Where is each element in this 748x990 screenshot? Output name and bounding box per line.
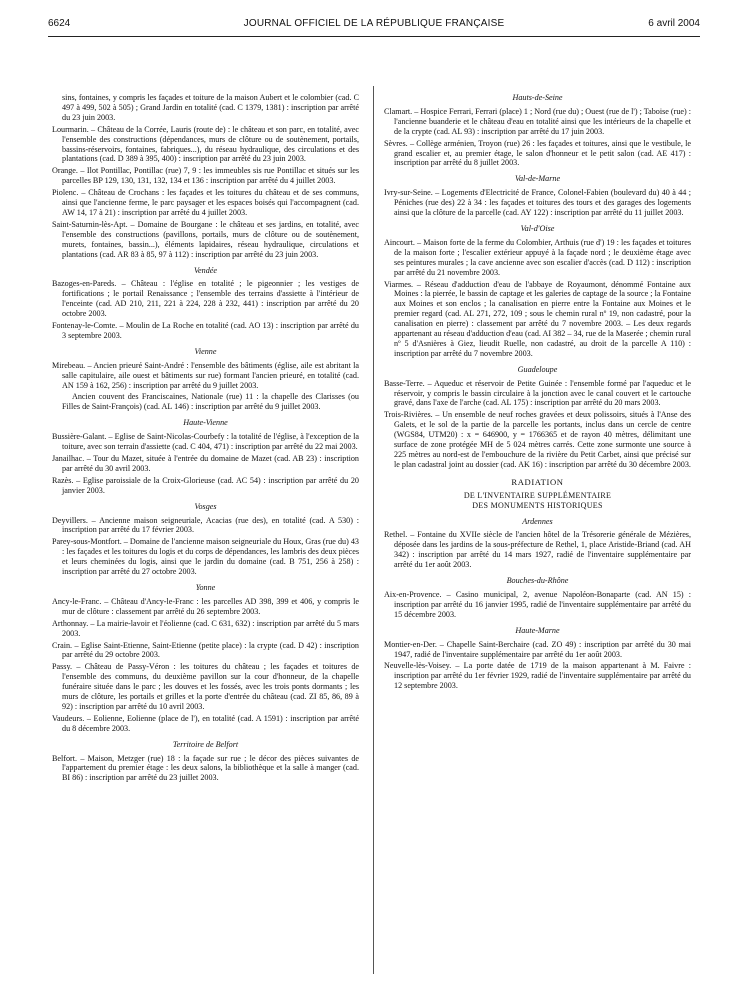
entry-continuation: sins, fontaines, y compris les façades et toiture de la maison Aubert et le colombier (cad. C 497 à 499, 502 à 505) ; Grand Jardin en totalité (cad. C 1379, 1381) : inscription par arrêté du 23 juin 2003. [62, 93, 359, 122]
entry-orange: Orange. – Ilot Pontillac, Pontillac (rue) 7, 9 : les immeubles sis rue Pontillac et situés sur les parcelles BP 129, 130, 131, 132, 134 et 136 : inscription par arrêté du 4 juillet 2003. [52, 166, 359, 186]
entry-razes: Razès. – Eglise paroissiale de la Croix-Glorieuse (cad. AC 54) : inscription par arrêté du 20 janvier 2003. [52, 475, 359, 495]
entry-viarmes: Viarmes. – Réseau d'adduction d'eau de l'abbaye de Royaumont, dénommé Fontaine aux Moines : la pierrée, le bassin de captage et les galeries de captage de la source ; la Fontaine aux Moines et son enclos ; la canalisation en pierre entre la Fontaine aux Moines et le premier regard (cad. AL 271, 272, 109 ; sous le chemin rural nº 19, non cadastré, pour la canalisation en pierre) : classement par arrêté du 7 novembre 2003. – Les deux regards appartenant au réseau d'adduction d'eau (cad. AI 382 – 34, rue de la Maserée ; chemin rural nº 5 d'Asnières à Giez, lieudit Ruelle, non cadastré, au droit de la parcelle A 110) : inscription par arrêté du 7 novembre 2003. [384, 279, 691, 358]
section-heading-guadeloupe: Guadeloupe [517, 364, 558, 374]
entry-mirebeau-couvent: Ancien couvent des Franciscaines, Nationale (rue) 11 : la chapelle des Clarisses (ou Filles de Saint-François) (cad. AL 146) : inscription par arrêté du 9 juillet 2003. [62, 392, 359, 412]
section-heading-yonne: Yonne [195, 582, 216, 592]
section-heading-haute-marne: Haute-Marne [515, 625, 560, 635]
entry-belfort: Belfort. – Maison, Metzger (rue) 18 : la façade sur rue ; le décor des pièces suivantes de l'appartement du premier étage : les deux salons, la bibliothèque et la salle à manger (cad. BI 86) : inscription par arrêté du 23 juillet 2003. [52, 753, 359, 783]
entry-ancy: Ancy-le-Franc. – Château d'Ancy-le-Franc : les parcelles AD 398, 399 et 406, y compris le mur de clôture : classement par arrêté du 26 septembre 2003. [52, 596, 359, 616]
radiation-title: RADIATION [511, 476, 564, 487]
section-heading-ardennes: Ardennes [522, 516, 553, 526]
journal-title: JOURNAL OFFICIEL DE LA RÉPUBLIQUE FRANÇAISE [243, 18, 505, 29]
radiation-subtitle-1: DE L'INVENTAIRE SUPPLÉMENTAIRE [463, 490, 612, 500]
entry-aincourt: Aincourt. – Maison forte de la ferme du Colombier, Arthuis (rue d') 19 : les façades et toitures de la maison forte ; l'escalier extérieur appuyé à la façade nord ; le deuxième étage avec ses peintures murales ; la cave ancienne avec son escalier d'accès (cad. D 112) : inscription par arrêté du 21 novembre 2003. [384, 237, 691, 277]
entry-deyvillers: Deyvillers. – Ancienne maison seigneuriale, Acacias (rue des), en totalité (cad. A 530) : inscription par arrêté du 17 février 2003. [52, 515, 359, 535]
radiation-subtitle-2: DES MONUMENTS HISTORIQUES [472, 500, 603, 510]
entry-bussiere-galant: Bussière-Galant. – Eglise de Saint-Nicolas-Courbefy : la totalité de l'église, à l'exception de la toiture, avec son terrain d'assiette (cad. C 404, 471) : inscription par arrêté du 22 mai 2003. [52, 432, 359, 452]
page-header [48, 18, 700, 34]
section-heading-vosges: Vosges [194, 501, 217, 511]
entry-clamart: Clamart. – Hospice Ferrari, Ferrari (place) 1 ; Nord (rue du) ; Ouest (rue de l') ; Taboise (rue) : l'ancienne buanderie et le château d'eau en totalité ainsi que les intérieurs de la chapelle et de la crypte (cad. AL 93) : inscription par arrêté du 17 juin 2003. [384, 106, 691, 136]
entry-piolenc: Piolenc. – Château de Crochans : les façades et les toitures du château et de ses communs, ainsi que l'ancienne ferme, le parc paysager et les espaces boisés qui l'accompagnent (cad. AW 14, 17 à 21) : inscription par arrêté du 4 juillet 2003. [52, 188, 359, 217]
section-heading-vendee: Vendée [193, 265, 217, 275]
left-column [52, 93, 359, 785]
entry-saint-saturnin: Saint-Saturnin-lès-Apt. – Domaine de Bourgane : le château et ses jardins, en totalité, avec l'ensemble des constructions (pavillons, portails, murs de clôture ou de soutènement, murets, fontaines, bassin...), éléments lapidaires, réseau hydraulique, circulations et plantations (cad. AR 83 à 85, 97 à 112) : inscription par arrêté du 23 juin 2003. [52, 219, 359, 259]
entry-rethel: Rethel. – Fontaine du XVIIe siècle de l'ancien hôtel de la Trésorerie générale de Mézières, déposée dans les jardins de la sous-préfecture de Rethel, 1, place Aristide-Briand (cad. AH 342) : inscription par arrêté du 14 mars 1927, radié de l'inventaire supplémentaire par arrêté du 1er août 2003. [384, 530, 691, 570]
entry-aix: Aix-en-Provence. – Casino municipal, 2, avenue Napoléon-Bonaparte (cad. AN 15) : inscription par arrêté du 16 janvier 1995, radié de l'inventaire supplémentaire par arrêté du 15 décembre 2003. [384, 589, 691, 619]
entry-bazoges: Bazoges-en-Pareds. – Château : l'église en totalité ; le pigeonnier ; les vestiges de fortifications ; le portail Renaissance ; l'ensemble des terrains d'assiette à l'intérieur de l'enceinte (cad. AD 210, 211, 221 à 224, 228 à 232, 441) : inscription par arrêté du 20 octobre 2003. [52, 279, 359, 319]
entry-neuvelle: Neuvelle-lès-Voisey. – La porte datée de 1719 de la maison appartenant à M. Faivre : inscription par arrêté du 1er février 1929, radié de l'inventaire supplémentaire par arrêté du 12 septembre 2003. [384, 661, 691, 691]
page-number: 6624 [48, 18, 71, 29]
section-heading-haute-vienne: Haute-Vienne [183, 418, 228, 428]
issue-date: 6 avril 2004 [648, 18, 700, 29]
entry-basse-terre: Basse-Terre. – Aqueduc et réservoir de Petite Guinée : l'ensemble formé par l'aqueduc et le réservoir, y compris le bassin circulaire à la jonction avec le canal couvert et le cartouche gravé, dans l'axe de l'arche (cad. AL 175) : inscription par arrêté du 20 mars 2003. [384, 378, 691, 408]
entry-trois-rivieres: Trois-Rivières. – Un ensemble de neuf roches gravées et deux polissoirs, situés à l'Anse des Galets, et le sol de la partie de la parcelle les portants, inclus dans un cercle de centre (WGS84, UTM20) : x = 646900, y = 1766365 et de rayon 40 mètres, délimitant une surface de zone protégée MH de 5 024 mètres carrés. Cette zone surmonte une source à 225 mètres au nord-est de l'embouchure de la rivière du Petit Carbet, ainsi que précisé sur le plan cadastral joint au dossier (cad. AK 16) : inscription par arrêté du 30 décembre 2003. [384, 410, 691, 469]
entry-montier: Montier-en-Der. – Chapelle Saint-Berchaire (cad. ZO 49) : inscription par arrêté du 30 mai 1947, radié de l'inventaire supplémentaire par arrêté du 1er août 2003. [384, 639, 691, 659]
right-column [384, 93, 691, 693]
entry-crain: Crain. – Eglise Saint-Etienne, Saint-Etienne (petite place) : la crypte (cad. D 42) : inscription par arrêté du 29 octobre 2003. [52, 640, 359, 660]
section-heading-val-de-marne: Val-de-Marne [514, 174, 561, 184]
section-heading-hauts-de-seine: Hauts-de-Seine [512, 93, 563, 102]
entry-janailhac: Janailhac. – Tour du Mazet, située à l'entrée du domaine de Mazet (cad. AB 23) : inscription par arrêté du 30 avril 2003. [52, 454, 359, 473]
entry-vaudeurs: Vaudeurs. – Eolienne, Eolienne (place de l'), en totalité (cad. A 1591) : inscription par arrêté du 8 décembre 2003. [52, 713, 359, 733]
entry-sevres: Sèvres. – Collège arménien, Troyon (rue) 26 : les façades et toitures, ainsi que le vestibule, le grand escalier et, au premier étage, le salon d'honneur et le petit salon (cad. AE 417) : inscription par arrêté du 8 juillet 2003. [384, 138, 691, 168]
entry-mirebeau: Mirebeau. – Ancien prieuré Saint-André : l'ensemble des bâtiments (église, aile est abritant la salle capitulaire, aile ouest et bâtiments sur rue) formant l'ancien prieuré, en totalité (cad. AN 159 à 162, 256) : inscription par arrêté du 9 juillet 2003. [52, 360, 359, 390]
entry-passy: Passy. – Château de Passy-Véron : les toitures du château ; les façades et toitures de l'ensemble des communs, du deuxième pavillon sur la cour d'honneur, de la chapelle funéraire située dans le parc ; les douves et les fossés, avec les trois ponts dormants ; les murs de clôture, les portails et grilles et la porte d'entrée du château (cad. ZI 85, 86, 89 à 92) : inscription par arrêté du 10 avril 2003. [52, 662, 359, 711]
entry-lourmarin: Lourmarin. – Château de la Corrée, Lauris (route de) : le château et son parc, en totalité, avec l'ensemble des constructions (dépendances, murs de clôture ou de soutènement, portails, bassins-réservoirs, fontaines, fabriques...), du réseau hydraulique, des circulations et des plantations (cad. D 389 à 395, 400) : inscription par arrêté du 23 juin 2003. [52, 124, 359, 164]
section-heading-val-d-oise: Val-d'Oise [520, 223, 555, 233]
entry-parey: Parey-sous-Montfort. – Domaine de l'ancienne maison seigneuriale du Houx, Gras (rue du) 43 : les façades et les toitures du logis et du corps de dépendances, les lambris des deux pièces et leurs cheminées du logis, ainsi que le jardin du domaine (cad. B 751, 256 à 258) : inscription par arrêté du 27 octobre 2003. [52, 537, 359, 577]
section-heading-belfort: Territoire de Belfort [172, 739, 239, 749]
column-divider [373, 86, 374, 974]
header-rule [48, 36, 700, 37]
entry-arthonnay: Arthonnay. – La mairie-lavoir et l'éolienne (cad. C 631, 632) : inscription par arrêté du 5 mars 2003. [52, 618, 359, 638]
section-heading-vienne: Vienne [194, 346, 217, 356]
entry-ivry: Ivry-sur-Seine. – Logements d'Electricité de France, Colonel-Fabien (boulevard du) 40 à 44 ; Péniches (rue des) 22 à 34 : les façades et toitures des tours et des garages des logements ainsi que la clôture de la parcelle (cad. AY 122) : inscription par arrêté du 11 juillet 2003. [384, 188, 691, 218]
section-heading-bouches-du-rhone: Bouches-du-Rhône [506, 576, 569, 586]
entry-fontenay: Fontenay-le-Comte. – Moulin de La Roche en totalité (cad. AO 13) : inscription par arrêté du 3 septembre 2003. [52, 321, 359, 340]
